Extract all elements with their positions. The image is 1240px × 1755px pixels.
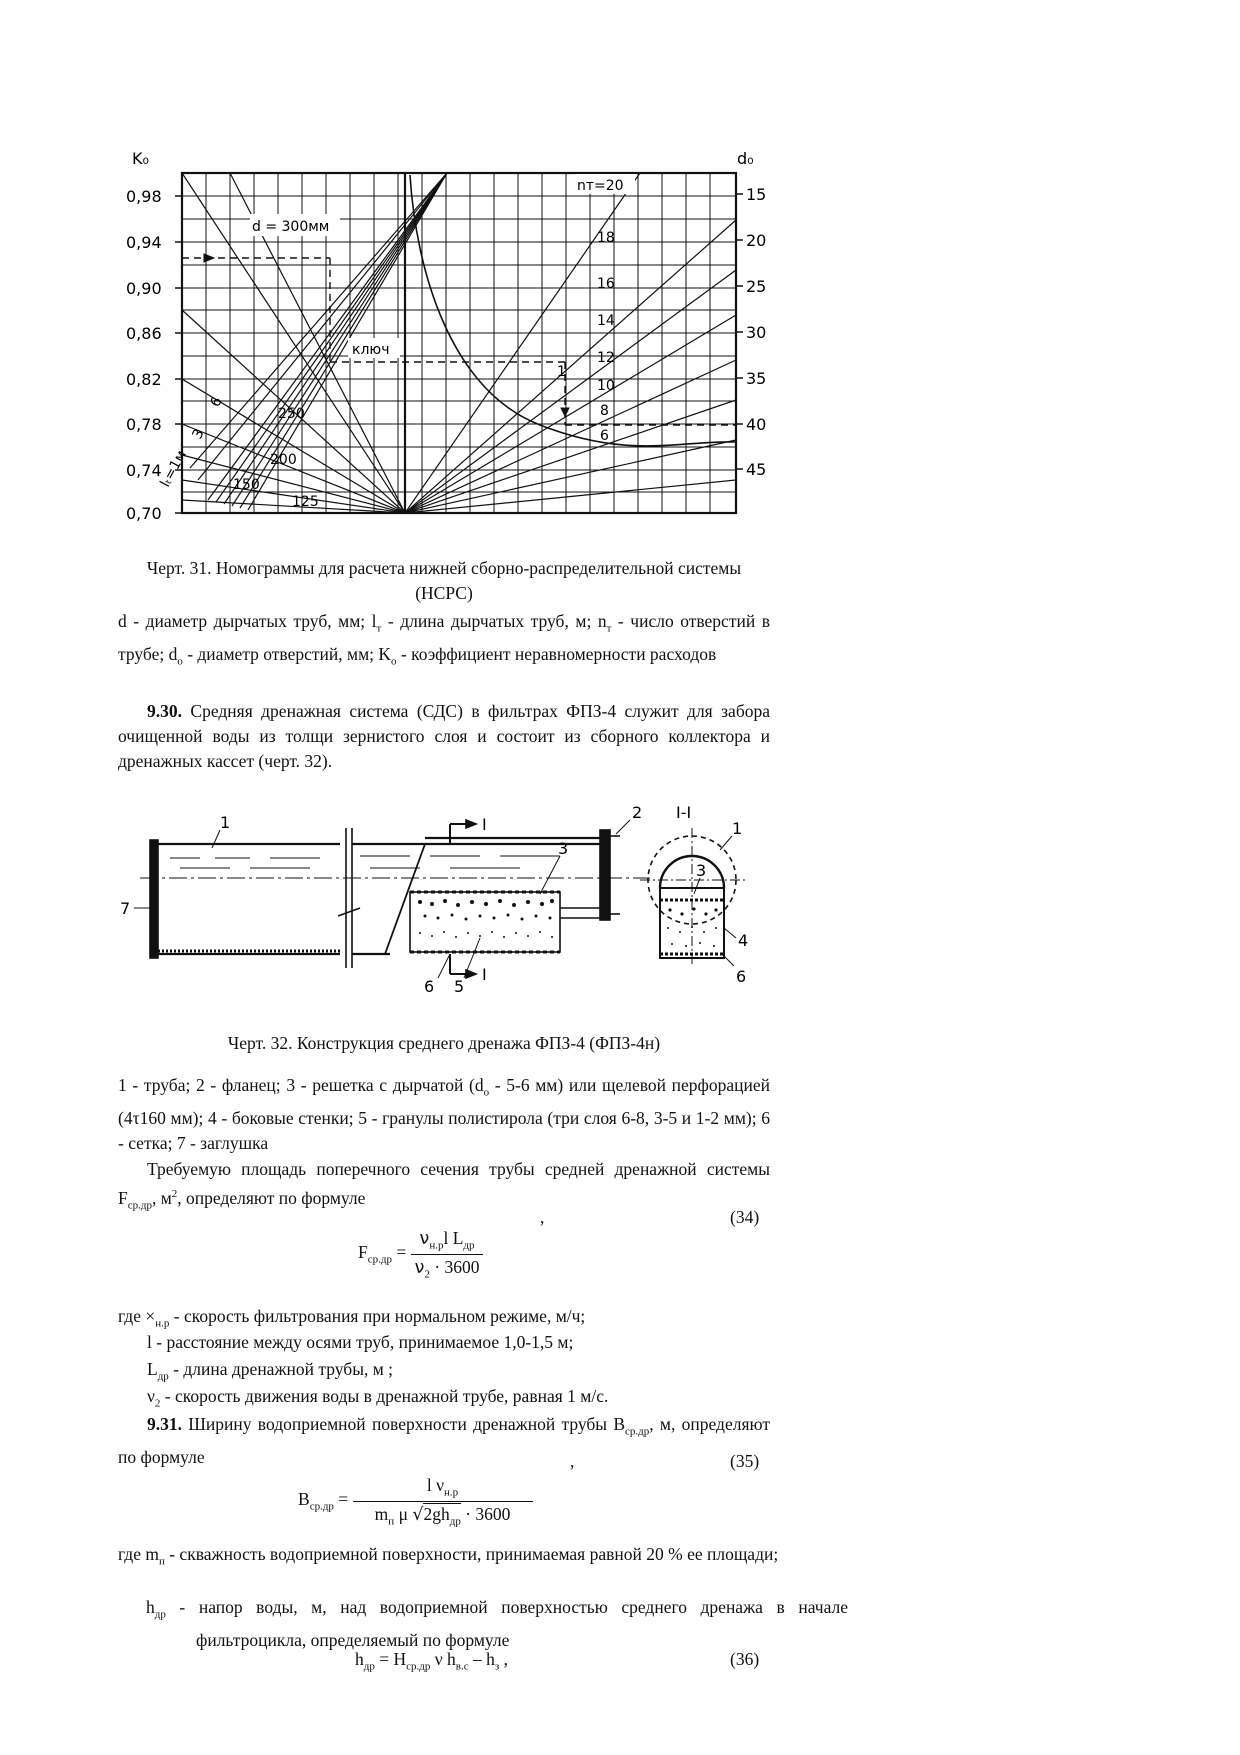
nomogram-right-axis-title: d₀ [737, 149, 754, 168]
figure-31-legend: d - диаметр дырчатых труб, мм; $l_т$ - длина дырчатых труб, м; $n_т$ - число отверстий в трубе; $d_о$ - диаметр отверстий, мм; $K_о$ - коэффициент неравномерности расходов [118, 611, 770, 667]
paragraph-9-30: 9.30. Средняя дренажная система (СДС) в фильтрах ФПЗ-4 служит для забора очищенной воды из толщи зернистого слоя и состоит из сборного коллектора и дренажных кассет (черт. 32). [118, 701, 770, 771]
left-tick-label: 0,78 [126, 415, 162, 434]
l-value-6: 6 [207, 394, 226, 410]
nomogram-left-tick-labels [126, 187, 162, 523]
left-tick-label: 0,86 [126, 324, 162, 343]
right-tick-label: 25 [746, 277, 767, 296]
section-label-3: 3 [696, 861, 707, 880]
left-tick-label: 0,94 [126, 233, 162, 252]
formula-35: $B_{ср.др}$ = $\frac{l \nu_{н.р}}{m_п \mu √2gh_{др} \cdot 3600}$ [298, 1475, 533, 1527]
l-value-3: 3 [189, 426, 208, 442]
left-tick-label: 0,90 [126, 279, 162, 298]
d-value-125: 125 [292, 494, 319, 510]
left-tick-label: 0,74 [126, 461, 162, 480]
formula-36: $h_{др} = H_{ср.др}$ ν $h_{в.с} - h_з$ , [355, 1649, 508, 1673]
l-line-label: lₜ=1м [157, 447, 190, 490]
n-value-14: 14 [597, 313, 615, 329]
d-value-200: 200 [270, 452, 297, 468]
figure-31-caption: Черт. 31. Номограммы для расчета нижней сборно-распределительной системы (НСРС) [146, 558, 742, 603]
formula-35-where-1: где $m_п$ - скважность водоприемной поверхности, принимаемая равной 20 % ее площади; [118, 1544, 779, 1568]
formula-34-where-1: где $\times_{н.р}$ - скорость фильтрования при нормальном режиме, м/ч; [118, 1306, 586, 1330]
paragraph-9-31: 9.31. Ширину водоприемной поверхности дренажной трубы $B_{ср.др}$, м, определяют по формуле [118, 1414, 770, 1467]
formula-34-fraction: $\frac{\nu_{н.р}l L_{др}}{\nu_2 \cdot 3600}$ [411, 1228, 484, 1280]
n-marker: 1 [557, 364, 566, 380]
n-value-10: 10 [597, 378, 615, 394]
nomogram-figure [120, 149, 767, 540]
label-3: 3 [558, 839, 569, 858]
d-value-250: 250 [278, 406, 305, 422]
formula-35-number: (35) [730, 1451, 760, 1471]
cut-label-bottom: I [482, 965, 487, 984]
right-tick-label: 40 [746, 415, 767, 434]
right-tick-label: 30 [746, 323, 767, 342]
right-tick-label: 15 [746, 185, 767, 204]
formula-34-where-4: $\nu_2$ - скорость движения воды в дренажной трубе, равная 1 м/с. [147, 1386, 609, 1410]
formula-34: $F_{ср.др}$ = $\frac{\nu_{н.р}l L_{др}}{\nu_2 \cdot 3600}$ [358, 1228, 483, 1280]
paragraph-area: Требуемую площадь поперечного сечения трубы средней дренажной системы $F_{ср.др}$, $м^2$, определяют по формуле [118, 1159, 770, 1212]
formula-35-where-2: $h_{др}$ - напор воды, м, над водоприемной поверхностью среднего дренажа в начале фильтроцикла, определяемый по формуле [146, 1597, 848, 1650]
label-2: 2 [632, 803, 643, 822]
section-title: I-I [676, 803, 692, 822]
label-5: 5 [454, 977, 465, 996]
right-tick-label: 35 [746, 369, 767, 388]
section-label-6: 6 [736, 967, 747, 986]
right-tick-label: 45 [746, 460, 767, 479]
nomogram-right-tick-labels [746, 185, 766, 479]
label-1: 1 [220, 813, 231, 832]
cut-label-top: I [482, 815, 487, 834]
formula-34-where-2: l - расстояние между осями труб, принимаемое 1,0-1,5 м; [147, 1332, 574, 1352]
left-tick-label: 0,98 [126, 187, 162, 206]
n-value-18: 18 [597, 230, 615, 246]
left-tick-label: 0,82 [126, 370, 162, 389]
n-value-16: 16 [597, 276, 615, 292]
section-label-1: 1 [732, 819, 743, 838]
d-line-label: d = 300мм [252, 219, 330, 235]
n-value-8: 8 [600, 403, 609, 419]
figure-32-caption: Черт. 32. Конструкция среднего дренажа ФПЗ-4 (ФПЗ-4н) [227, 1033, 661, 1053]
n-value-6: 6 [600, 428, 609, 444]
label-6: 6 [424, 977, 435, 996]
nomogram-left-axis-title: K₀ [132, 149, 149, 168]
drainage-figure [120, 788, 770, 1000]
formula-34-number: (34) [730, 1207, 760, 1227]
figure-32-legend: 1 - труба; 2 - фланец; 3 - решетка с дырчатой ($d_о - 5-6$ мм) или щелевой перфорацией (4τ160 мм); 4 - боковые стенки; 5 - гранулы полистирола (три слоя 6-8, 3-5 и 1-2 мм); 6 - сетка; 7 - заглушка [118, 1075, 771, 1153]
formula-34-comma: , [540, 1207, 545, 1227]
d-value-150: 150 [233, 477, 260, 493]
formula-35-comma: , [570, 1451, 575, 1471]
formula-35-fraction: $\frac{l \nu_{н.р}}{m_п \mu √2gh_{др} \cdot 3600}$ [353, 1475, 533, 1527]
n-value-12: 12 [597, 350, 615, 366]
right-tick-label: 20 [746, 231, 767, 250]
key-label: ключ [352, 342, 390, 358]
left-tick-label: 0,70 [126, 504, 162, 523]
section-label-4: 4 [738, 931, 749, 950]
label-7: 7 [120, 899, 131, 918]
n-line-label: nт=20 [577, 178, 624, 194]
formula-34-where-3: $L_{др}$ - длина дренажной трубы, м ; [147, 1359, 394, 1383]
formula-36-number: (36) [730, 1649, 760, 1669]
